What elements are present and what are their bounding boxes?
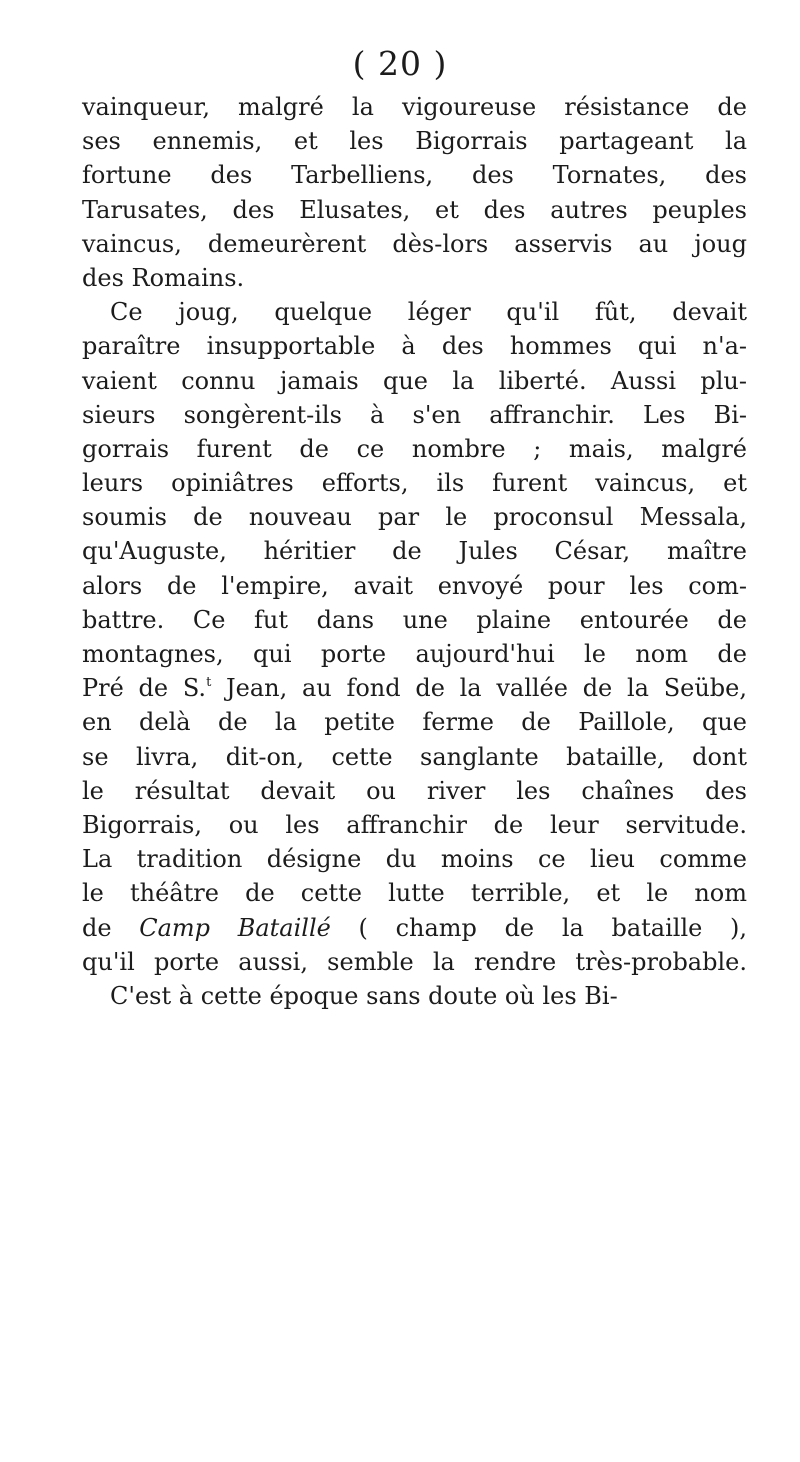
text-line: vaincus, demeurèrent dès-lors asservis au joug bbox=[82, 229, 747, 258]
text-line: soumis de nouveau par le proconsul Messala, bbox=[82, 503, 747, 532]
text-line: vainqueur, malgré la vigoureuse résistance de bbox=[82, 93, 747, 121]
page-number: ( 20 ) bbox=[352, 44, 448, 83]
text-fragment: de bbox=[82, 913, 140, 942]
text-line: des Romains. bbox=[82, 263, 245, 292]
body-text bbox=[82, 90, 747, 1013]
text-line: montagnes, qui porte aujourd'hui le nom de bbox=[82, 640, 747, 668]
text-line: leurs opiniâtres efforts, ils furent vaincus, et bbox=[82, 469, 747, 498]
text-fragment: Pré de S. bbox=[82, 674, 207, 703]
text-line: ses ennemis, et les Bigorrais partageant la bbox=[82, 127, 747, 156]
text-line: C'est à cette époque sans doute où les Bi- bbox=[110, 981, 618, 1010]
text-line: Tarusates, des Elusates, et des autres peuples bbox=[82, 195, 747, 224]
text-line: gorrais furent de ce nombre ; mais, malgré bbox=[82, 434, 747, 463]
text-fragment: Jean, au fond de la vallée de la Seübe, bbox=[211, 674, 747, 703]
text-line: vaient connu jamais que la liberté. Aussi plu- bbox=[82, 366, 747, 395]
text-line bbox=[82, 671, 747, 705]
text-fragment: ( champ de la bataille ), bbox=[330, 913, 747, 942]
text-line: fortune des Tarbelliens, des Tornates, des bbox=[82, 161, 747, 190]
text-line: qu'il porte aussi, semble la rendre très-probable. bbox=[82, 947, 747, 976]
text-line: Ce joug, quelque léger qu'il fût, devait bbox=[110, 298, 747, 327]
text-line: paraître insupportable à des hommes qui n'a- bbox=[82, 332, 747, 361]
text-line: le résultat devait ou river les chaînes des bbox=[82, 776, 747, 805]
text-line: sieurs songèrent-ils à s'en affranchir. Les Bi- bbox=[82, 400, 747, 429]
text-line: se livra, dit-on, cette sanglante bataille, dont bbox=[82, 742, 747, 771]
text-line: alors de l'empire, avait envoyé pour les com- bbox=[82, 571, 747, 600]
text-line: battre. Ce fut dans une plaine entourée de bbox=[82, 605, 747, 634]
text-line: qu'Auguste, héritier de Jules César, maître bbox=[82, 537, 747, 566]
superscript: t bbox=[206, 675, 212, 691]
text-line: La tradition désigne du moins ce lieu comme bbox=[82, 845, 747, 874]
text-line: en delà de la petite ferme de Paillole, que bbox=[82, 708, 747, 737]
text-line: Bigorrais, ou les affranchir de leur servitude. bbox=[82, 810, 747, 839]
text-line: le théâtre de cette lutte terrible, et le nom bbox=[82, 879, 747, 908]
text-line bbox=[82, 911, 747, 945]
italic-term: Camp Bataillé bbox=[139, 913, 331, 942]
